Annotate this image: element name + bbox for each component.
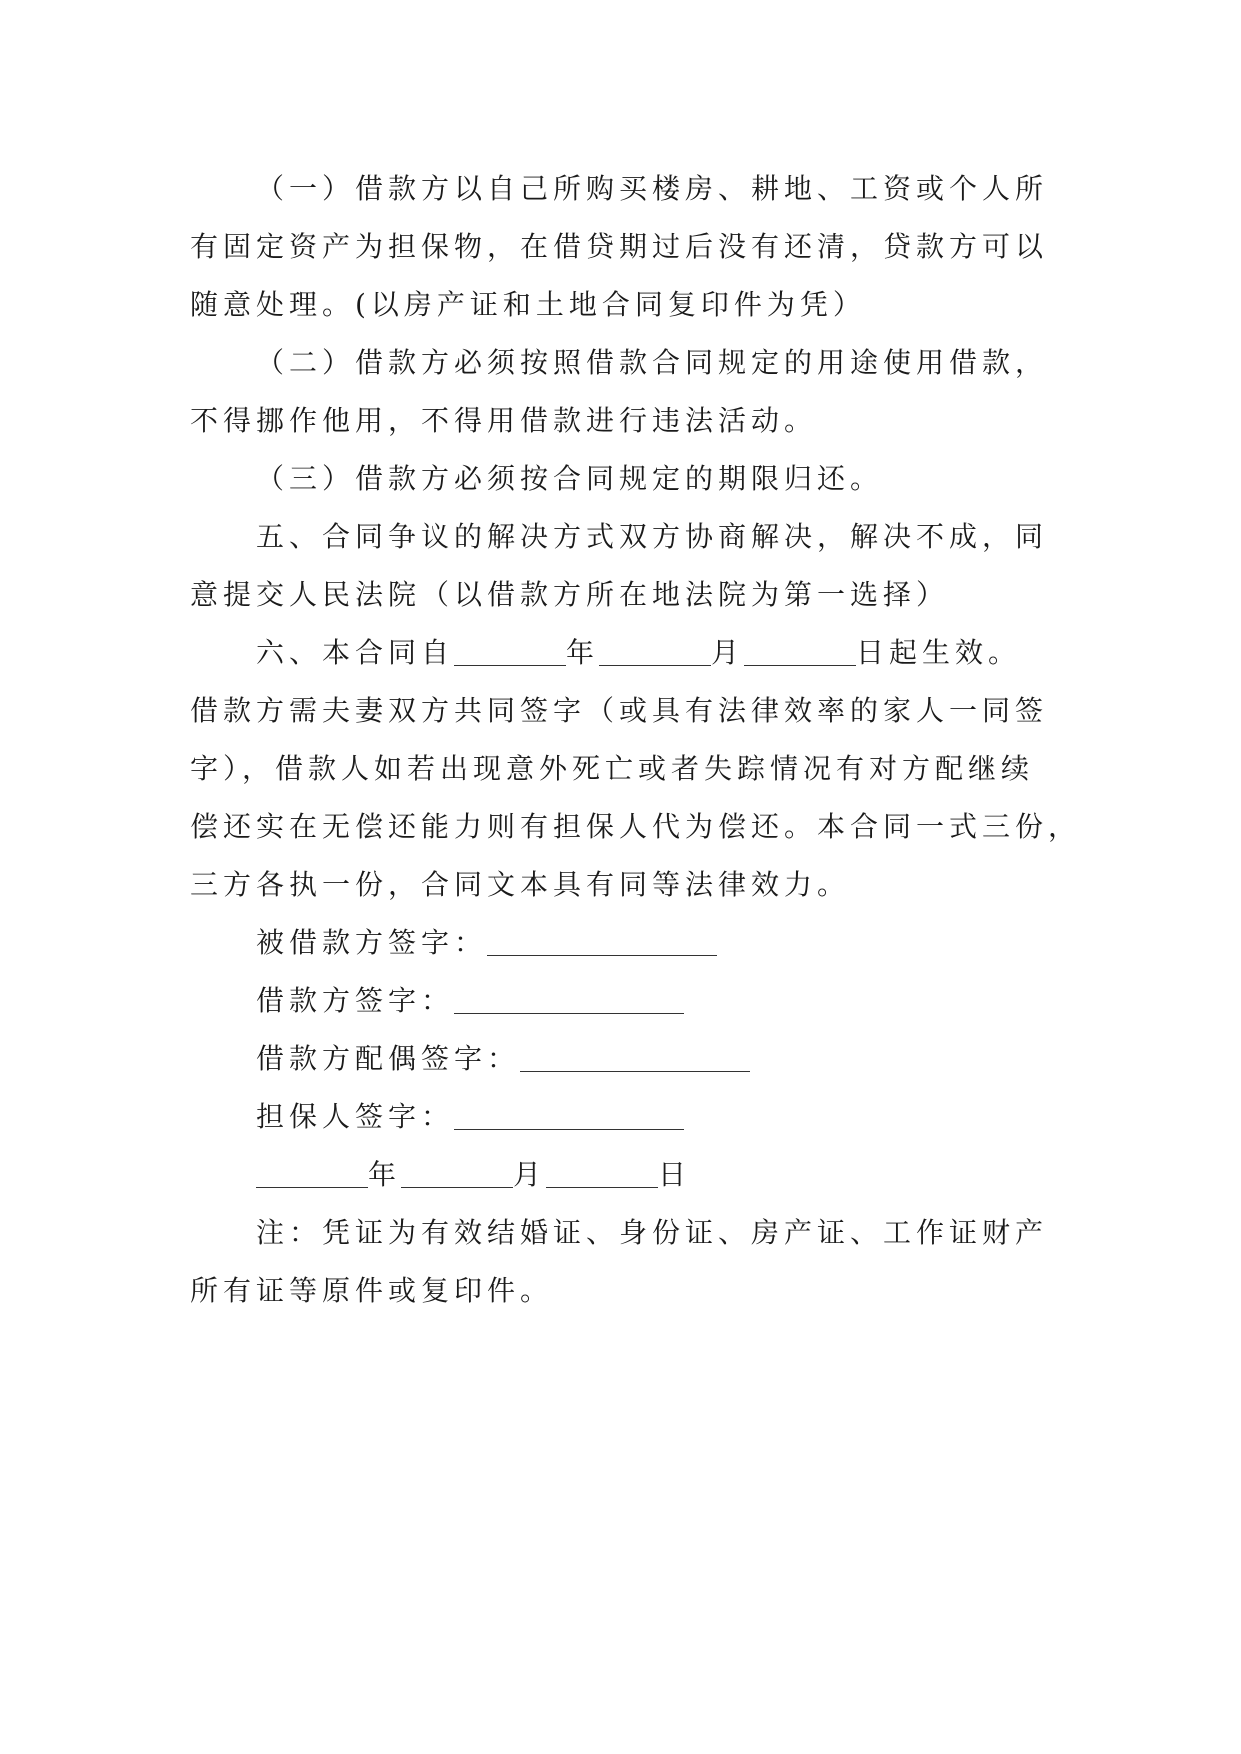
clause-3-line-1: （三）借款方必须按合同规定的期限归还。 <box>256 462 884 495</box>
section-6-line-2: 借款方需夫妻双方共同签字（或具有法律效率的家人一同签 <box>190 694 1049 727</box>
signing-month-label: 月 <box>513 1158 547 1191</box>
note-line-2: 所有证等原件或复印件。 <box>190 1274 554 1307</box>
signing-day-blank[interactable] <box>546 1157 658 1188</box>
signature-spouse <box>190 1030 1070 1088</box>
signing-month-blank[interactable] <box>401 1157 513 1188</box>
signing-year-label: 年 <box>368 1158 402 1191</box>
effective-year-blank[interactable] <box>454 635 566 666</box>
effective-day-blank[interactable] <box>744 635 856 666</box>
effective-month-blank[interactable] <box>599 635 711 666</box>
effective-month-label: 月 <box>711 636 745 669</box>
signature-guarantor <box>190 1088 1070 1146</box>
signature-lender-blank[interactable] <box>487 925 717 956</box>
signing-date-line <box>190 1146 1070 1204</box>
section-6-line-5: 三方各执一份，合同文本具有同等法律效力。 <box>190 868 851 901</box>
contract-body <box>190 160 1082 1320</box>
clause-1-line-2: 有固定资产为担保物，在借贷期过后没有还清，贷款方可以 <box>190 230 1049 263</box>
signature-lender <box>190 914 1070 972</box>
effective-date-line <box>190 624 1070 682</box>
clause-1-line-3: 随意处理。(以房产证和土地合同复印件为凭） <box>190 288 866 321</box>
section-6-line-3: 字），借款人如若出现意外死亡或者失踪情况有对方配继续 <box>190 752 1035 785</box>
signature-borrower <box>190 972 1070 1030</box>
effective-prefix: 六、本合同自 <box>256 636 455 669</box>
signature-lender-label: 被借款方签字： <box>256 926 488 959</box>
clause-1-line-1: （一）借款方以自己所购买楼房、耕地、工资或个人所 <box>256 172 1049 205</box>
signature-borrower-label: 借款方签字： <box>256 984 455 1017</box>
signature-spouse-label: 借款方配偶签字： <box>256 1042 521 1075</box>
signing-year-blank[interactable] <box>256 1157 368 1188</box>
note-line-1: 注：凭证为有效结婚证、身份证、房产证、工作证财产 <box>256 1216 1049 1249</box>
signature-guarantor-blank[interactable] <box>454 1099 684 1130</box>
signature-guarantor-label: 担保人签字： <box>256 1100 455 1133</box>
clause-2-line-1: （二）借款方必须按照借款合同规定的用途使用借款， <box>256 346 1049 379</box>
effective-suffix: 日起生效。 <box>856 636 1022 669</box>
signature-borrower-blank[interactable] <box>454 983 684 1014</box>
signature-spouse-blank[interactable] <box>520 1041 750 1072</box>
signing-day-label: 日 <box>658 1158 692 1191</box>
section-6-line-4: 偿还实在无偿还能力则有担保人代为偿还。本合同一式三份， <box>190 810 1082 843</box>
effective-year-label: 年 <box>566 636 600 669</box>
clause-2-line-2: 不得挪作他用，不得用借款进行违法活动。 <box>190 404 818 437</box>
section-5-line-1: 五、合同争议的解决方式双方协商解决，解决不成，同 <box>256 520 1049 553</box>
section-5-line-2: 意提交人民法院（以借款方所在地法院为第一选择） <box>190 578 950 611</box>
